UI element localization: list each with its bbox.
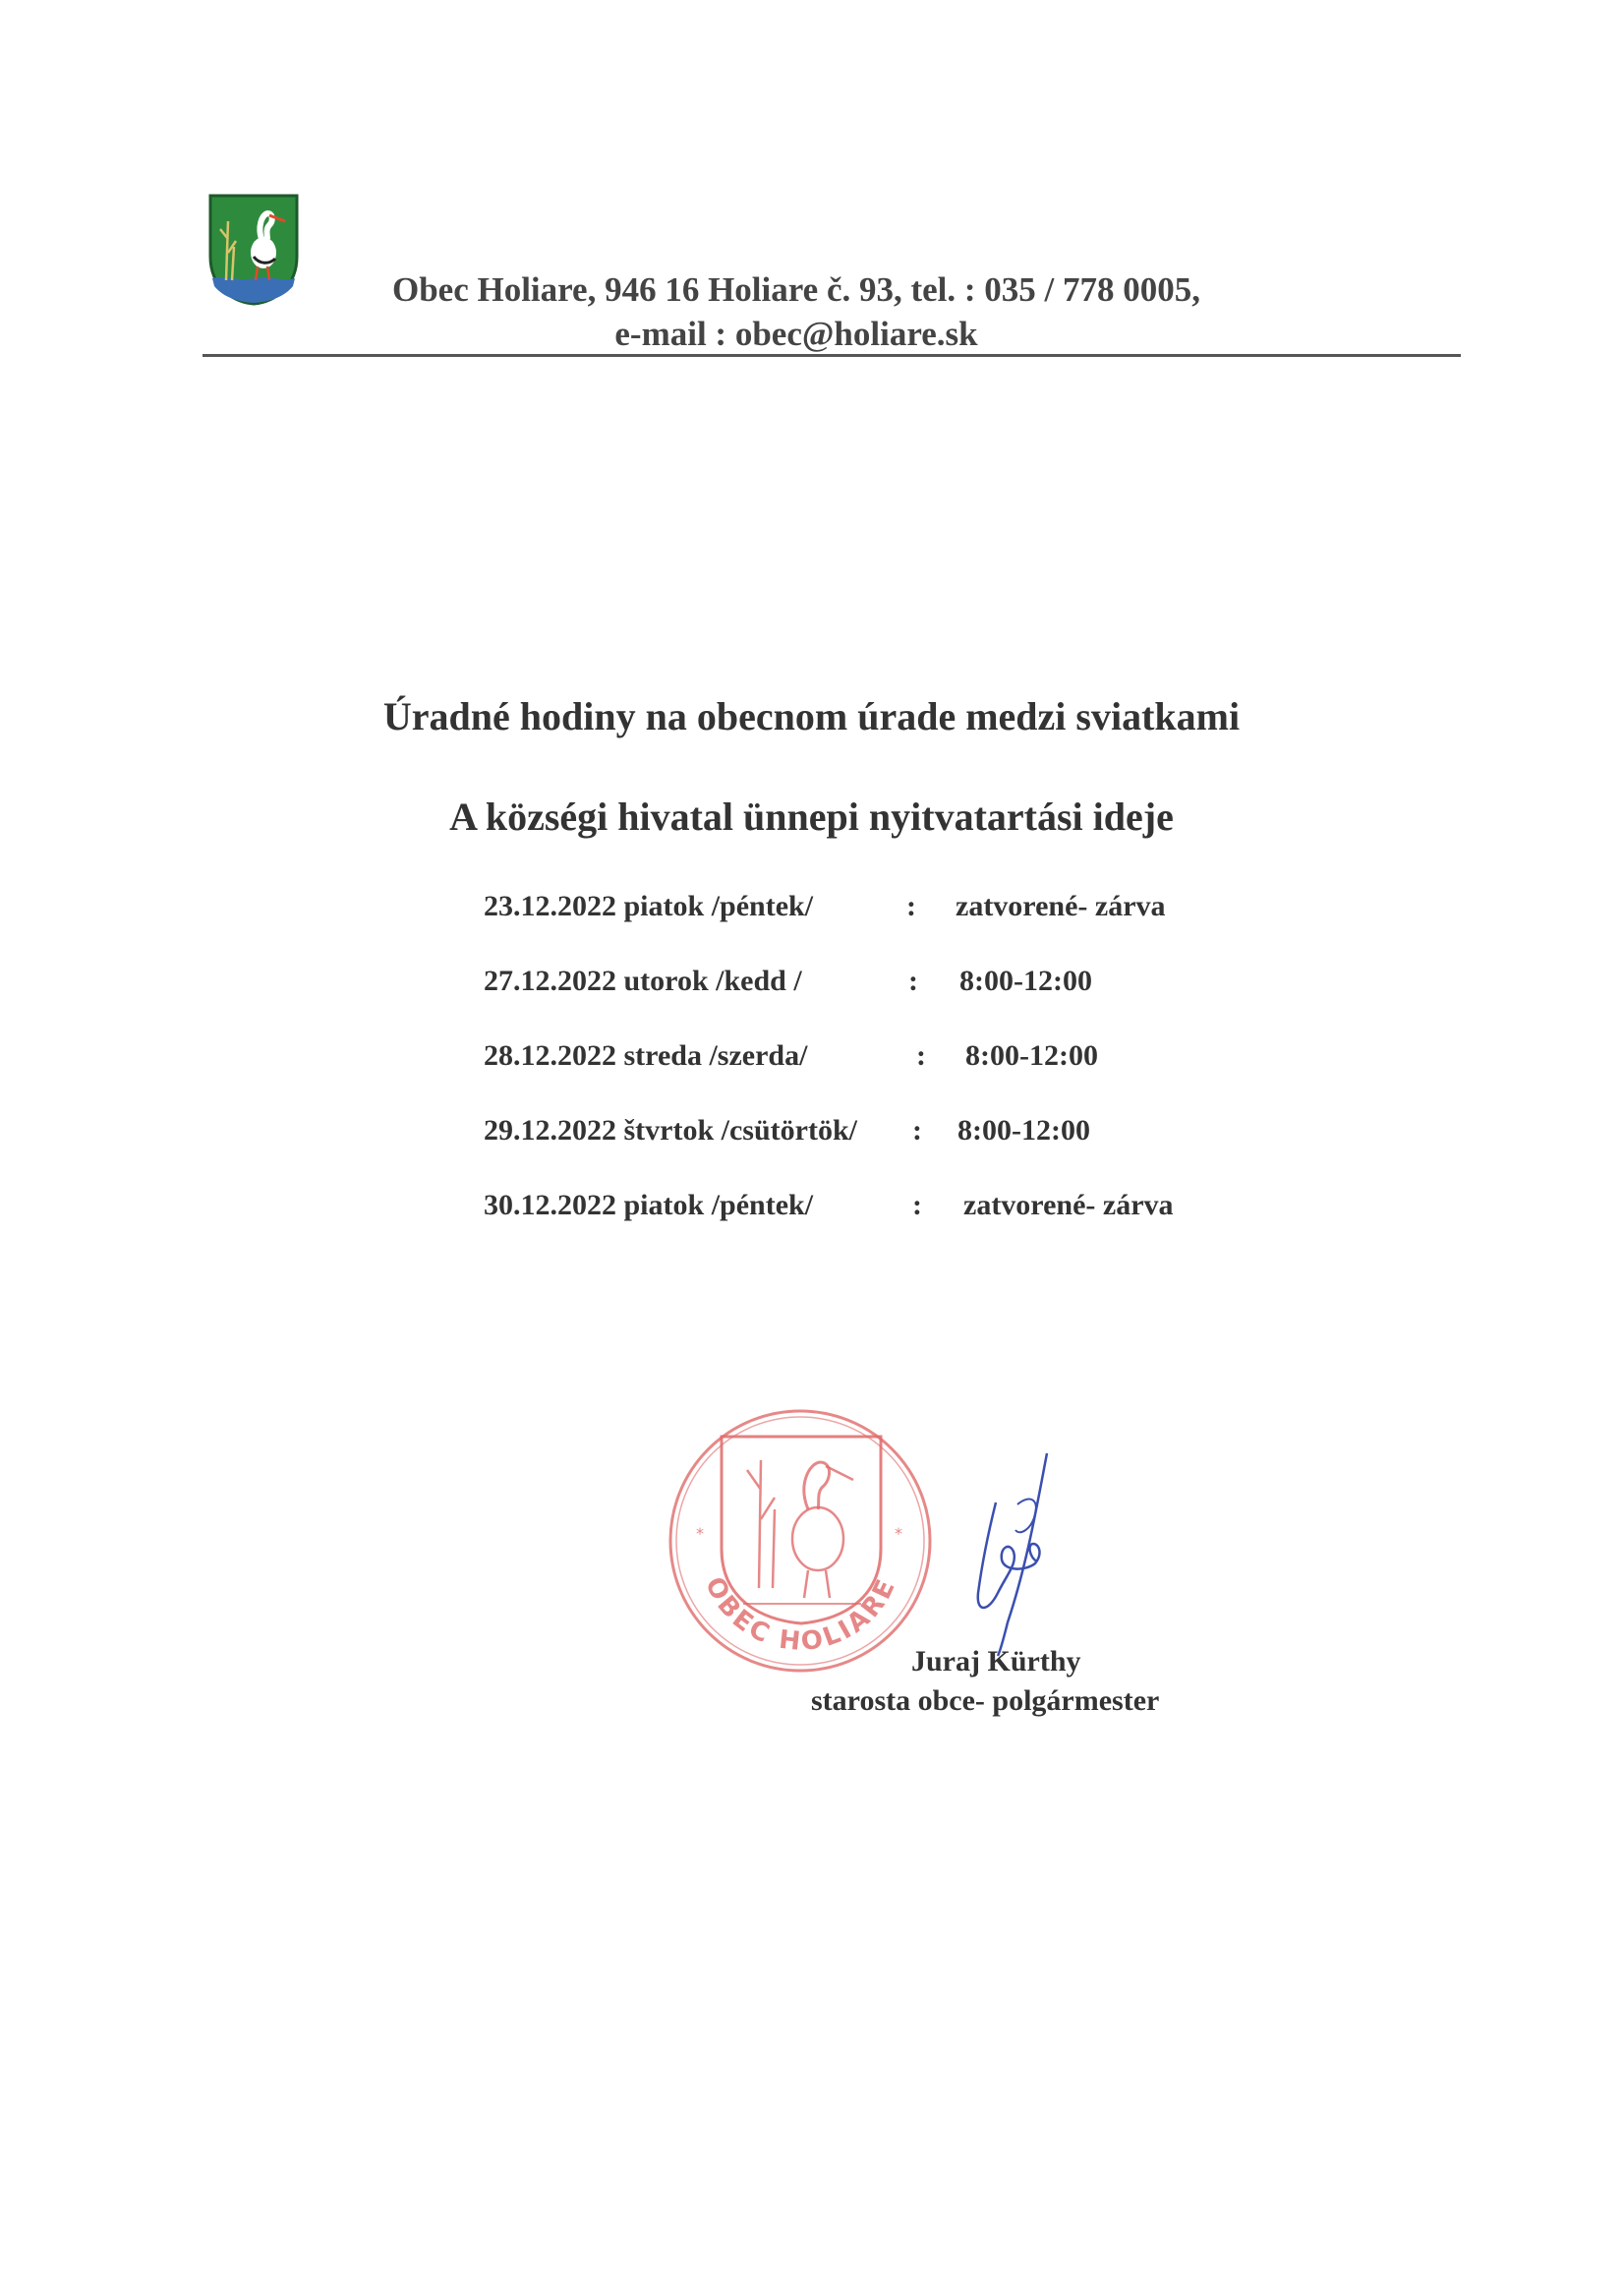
schedule-day: 29.12.2022 štvrtok /csütörtök/ <box>484 1114 857 1147</box>
letterhead-divider <box>203 354 1461 357</box>
schedule-row <box>484 965 1270 1039</box>
schedule-day: 30.12.2022 piatok /péntek/ <box>484 1189 814 1221</box>
schedule-hours: 8:00-12:00 <box>959 965 1092 997</box>
schedule-separator: : <box>916 1039 926 1072</box>
schedule-day: 23.12.2022 piatok /péntek/ <box>484 890 814 922</box>
signer-block <box>811 1642 1204 1721</box>
schedule-hours: 8:00-12:00 <box>957 1114 1090 1147</box>
letterhead-email: e-mail : obec@holiare.sk <box>614 315 978 353</box>
schedule-day: 27.12.2022 utorok /kedd / <box>484 965 802 997</box>
official-stamp-icon <box>661 1401 941 1681</box>
schedule-separator: : <box>912 1189 922 1221</box>
schedule-row <box>484 1189 1270 1264</box>
stamp-text: OBEC HOLIARE <box>698 1572 902 1658</box>
schedule-hours: zatvorené- zárva <box>963 1189 1174 1221</box>
schedule-separator: : <box>912 1114 922 1147</box>
schedule-row <box>484 1114 1270 1189</box>
office-hours-schedule <box>484 890 1270 1264</box>
title-slovak: Úradné hodiny na obecnom úrade medzi sviatkami <box>382 694 1241 738</box>
signer-role: starosta obce- polgármester <box>811 1684 1160 1717</box>
schedule-separator: : <box>906 890 916 922</box>
schedule-hours: zatvorené- zárva <box>956 890 1166 922</box>
schedule-separator: : <box>908 965 918 997</box>
handwritten-signature-icon <box>958 1445 1076 1662</box>
title-hungarian: A községi hivatal ünnepi nyitvatartási ideje <box>449 795 1174 839</box>
svg-text:*: * <box>895 1524 902 1543</box>
signer-name: Juraj Kürthy <box>911 1645 1081 1678</box>
municipal-crest-icon <box>206 192 301 308</box>
schedule-row <box>484 890 1270 965</box>
schedule-row <box>484 1039 1270 1114</box>
schedule-day: 28.12.2022 streda /szerda/ <box>484 1039 808 1072</box>
letterhead <box>354 267 1239 356</box>
svg-text:*: * <box>696 1524 704 1543</box>
schedule-hours: 8:00-12:00 <box>965 1039 1098 1072</box>
letterhead-address: Obec Holiare, 946 16 Holiare č. 93, tel. : 035 / 778 0005, <box>391 270 1201 309</box>
